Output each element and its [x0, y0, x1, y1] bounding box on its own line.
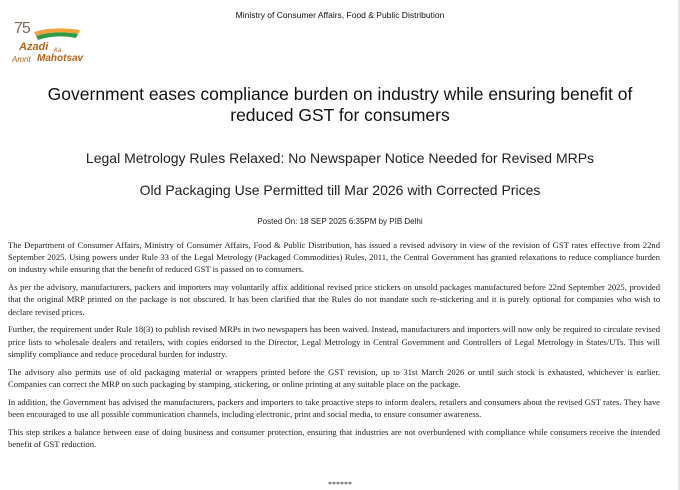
- azadi-ka-amrit-mahotsav-logo: [10, 20, 90, 72]
- logo-azadi: Azadi: [19, 41, 49, 53]
- article-subtitle-2: Old Packaging Use Permitted till Mar 2026 with Corrected Prices: [139, 182, 541, 198]
- posted-on: Posted On: 18 SEP 2025 6:35PM by PIB Delhi: [257, 217, 423, 226]
- paragraph: This step strikes a balance between ease of doing business and consumer protection, ensuring that industries are not overburdened with compliance while consumers receive the intended benefit of GST reduction.: [8, 426, 660, 449]
- logo-mahotsav: Mahotsav: [37, 53, 84, 64]
- article-headline: Government eases compliance burden on industry while ensuring benefit of reduced GST for consumers: [47, 84, 633, 125]
- paragraph: In addition, the Government has advised the manufacturers, packers and importers to take proactive steps to inform dealers, retailers and consumers about the revised GST rates. They have been encouraged to use all possible communication channels, including electronic, print and social media, to ensure consumer awareness.: [8, 396, 660, 419]
- flag-icon: [32, 28, 82, 42]
- separator: ******: [328, 480, 352, 489]
- paragraph: As per the advisory, manufacturers, packers and importers may voluntarily affix additional revised price stickers on unsold packages manufactured before 22nd September 2025, provided that the original MRP printed on the package is not obscured. It has been clarified that the Rules do not mandate such re-stickering and it is purely optional for companies who wish to declare revised prices.: [8, 282, 660, 317]
- paragraph: The advisory also permits use of old packaging material or wrappers printed before the GST revision, up to 31st March 2026 or until such stock is exhausted, whichever is earlier. Companies can correct the MRP on such packaging by stamping, stickering, or online printing at any suitable place on the package.: [8, 366, 660, 389]
- logo-number: 75: [14, 20, 30, 37]
- paragraph: The Department of Consumer Affairs, Ministry of Consumer Affairs, Food & Public Distribution, has issued a revised advisory in view of the revision of GST rates effective from 22nd September 2025. Using powers under Rule 33 of the Legal Metrology (Packaged Commodities) Rules, 2011, the Central Government has granted relaxations to reduce compliance burden on industry while ensuring that the benefit of reduced GST is passed on to consumers.: [8, 240, 660, 275]
- paragraph: Further, the requirement under Rule 18(3) to publish revised MRPs in two newspapers has been waived. Instead, manufacturers and importers will now only be required to circulate revised price lists to wholesale dealers and retailers, with copies endorsed to the Director, Legal Metrology in Central Government and Controllers of Legal Metrology in States/UTs. This will simplify compliance and reduce procedural burden for industry.: [8, 324, 660, 359]
- article-body: [8, 239, 660, 456]
- logo-amrit: Amrit: [12, 55, 31, 64]
- article-subtitle-1: Legal Metrology Rules Relaxed: No Newspaper Notice Needed for Revised MRPs: [85, 150, 595, 166]
- ministry-name: Ministry of Consumer Affairs, Food & Public Distribution: [235, 10, 445, 20]
- logo-ka: Ka: [54, 48, 62, 54]
- page-header: [0, 0, 680, 72]
